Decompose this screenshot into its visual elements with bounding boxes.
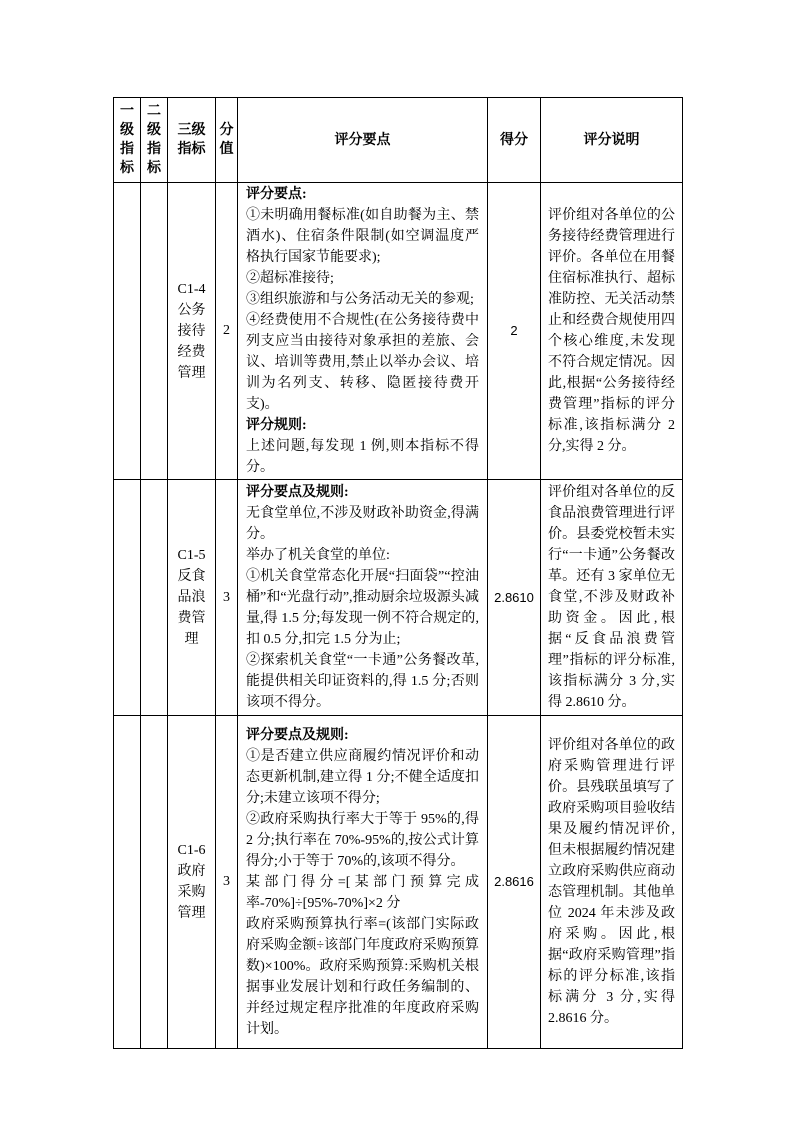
score-cell: 2.8610 xyxy=(488,480,541,716)
points-paragraph: ①机关食堂常态化开展“扫面袋”“控油桶”和“光盘行动”,推动厨余垃圾源头减量,得 1.5 分;每发现一例不符合规定的,扣 0.5 分,扣完 1.5 分为止; xyxy=(246,569,479,647)
max-score-cell: 3 xyxy=(216,716,238,1049)
points-paragraph: ③组织旅游和与公务活动无关的参观; xyxy=(246,292,474,307)
points-paragraph: ②超标准接待; xyxy=(246,271,334,286)
table-row xyxy=(114,716,683,1049)
header-level3: 三级指标 xyxy=(168,98,216,183)
level3-indicator-cell xyxy=(168,716,216,1049)
header-score-value: 分值 xyxy=(216,98,238,183)
level1-indicator-cell xyxy=(114,183,141,480)
formula-line: 某部门得分=[某部门预算完成率-70%]÷[95%-70%]×2 分 xyxy=(246,874,479,911)
header-scoring-points: 评分要点 xyxy=(238,98,488,183)
explanation-cell: 评价组对各单位的反食品浪费管理进行评价。县委党校暂未实行“一卡通”公务餐改革。还有 3 家单位无食堂,不涉及财政补助资金。因此,根据“反食品浪费管理”指标的评分标准,该指标满分 3 分,实得 2.8610 分。 xyxy=(541,480,683,716)
points-paragraph: 上述问题,每发现 1 例,则本指标不得分。 xyxy=(246,439,479,475)
points-paragraph: ①未明确用餐标准(如自助餐为主、禁酒水)、住宿条件限制(如空调温度严格执行国家节能要求); xyxy=(246,208,479,265)
header-row xyxy=(114,98,683,183)
points-paragraph: 无食堂单位,不涉及财政补助资金,得满分。 xyxy=(246,506,479,542)
points-paragraph: 政府采购预算执行率=(该部门实际政府采购金额÷该部门年度政府采购预算数)×100%。政府采购预算:采购机关根据事业发展计划和行政任务编制的、并经过规定程序批准的年度政府采购计划。 xyxy=(246,916,479,1037)
level2-indicator-cell xyxy=(141,480,168,716)
scoring-points-cell xyxy=(238,480,488,716)
rules-heading: 评分规则: xyxy=(246,418,307,433)
header-explanation: 评分说明 xyxy=(541,98,683,183)
points-heading: 评分要点及规则: xyxy=(246,727,349,743)
max-score-cell: 3 xyxy=(216,480,238,716)
level3-indicator-cell xyxy=(168,480,216,716)
level1-indicator-cell xyxy=(114,480,141,716)
points-paragraph: ②探索机关食堂“一卡通”公务餐改革,能提供相关印证资料的,得 1.5 分;否则该项不得分。 xyxy=(246,653,479,710)
points-paragraph: ②政府采购执行率大于等于 95%的,得 2 分;执行率在 70%-95%的,按公式计算得分;小于等于 70%的,该项不得分。 xyxy=(246,811,479,869)
header-level2: 二级指标 xyxy=(141,98,168,183)
points-paragraph: ①是否建立供应商履约情况评价和动态更新机制,建立得 1 分;不健全适度扣分;未建立该项不得分; xyxy=(246,748,479,806)
score-cell: 2.8616 xyxy=(488,716,541,1049)
level2-indicator-cell xyxy=(141,716,168,1049)
points-heading: 评分要点及规则: xyxy=(246,485,349,500)
level3-indicator-cell xyxy=(168,183,216,480)
indicator-name: 反食品浪费管理 xyxy=(177,569,206,647)
points-paragraph: ④经费使用不合规性(在公务接待费中列支应当由接待对象承担的差旅、会议、培训等费用,禁止以举办会议、培训为名列支、转移、隐匿接待费开支)。 xyxy=(246,313,479,412)
table-row xyxy=(114,480,683,716)
evaluation-table xyxy=(113,97,683,1049)
indicator-code: C1-5 xyxy=(177,548,206,563)
indicator-code: C1-6 xyxy=(177,843,206,858)
max-score-cell: 2 xyxy=(216,183,238,480)
explanation-cell: 评价组对各单位的政府采购管理进行评价。县残联虽填写了政府采购项目验收结果及履约情况评价,但未根据履约情况建立政府采购供应商动态管理机制。其他单位 2024 年未涉及政府采购。因此,根据“政府采购管理”指标的评分标准,该指标满分 3 分,实得 2.8616 分。 xyxy=(541,716,683,1049)
indicator-name: 政府采购管理 xyxy=(177,864,206,921)
points-paragraph: 举办了机关食堂的单位: xyxy=(246,548,390,563)
level1-indicator-cell xyxy=(114,716,141,1049)
indicator-name: 公务接待经费管理 xyxy=(177,302,206,381)
indicator-code: C1-4 xyxy=(177,281,206,297)
header-level1: 一级指标 xyxy=(114,98,141,183)
table-row xyxy=(114,183,683,480)
explanation-cell: 评价组对各单位的公务接待经费管理进行评价。各单位在用餐住宿标准执行、超标准防控、无关活动禁止和经费合规使用四个核心维度,未发现不符合规定情况。因此,根据“公务接待经费管理”指标的评分标准,该指标满分 2 分,实得 2 分。 xyxy=(541,183,683,480)
scoring-points-cell xyxy=(238,716,488,1049)
level2-indicator-cell xyxy=(141,183,168,480)
header-score: 得分 xyxy=(488,98,541,183)
scoring-points-cell xyxy=(238,183,488,480)
score-cell: 2 xyxy=(488,183,541,480)
points-heading: 评分要点: xyxy=(246,187,307,202)
